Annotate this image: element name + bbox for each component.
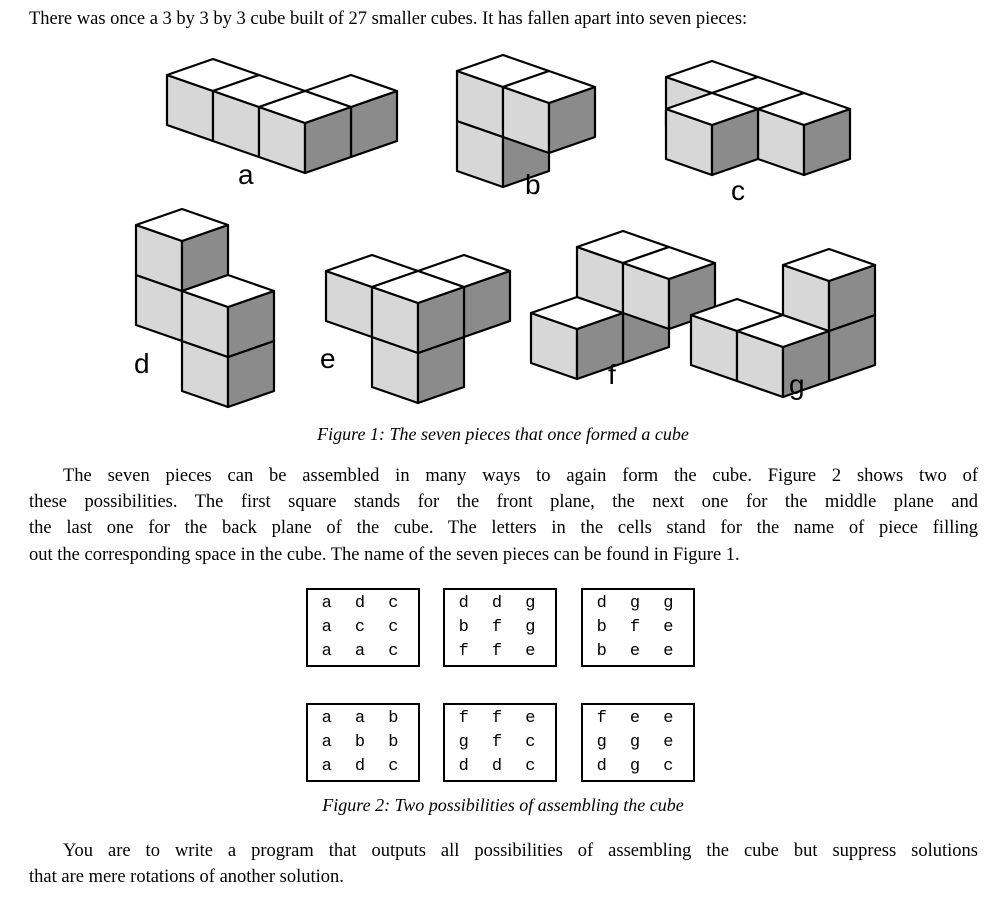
grid-cell: a: [321, 757, 332, 777]
grid-cell: c: [663, 757, 674, 777]
solution-grid-4: [306, 703, 420, 782]
solution-grid-5: [443, 703, 557, 782]
grid-cell: f: [491, 732, 503, 752]
grid-cell: d: [596, 593, 607, 613]
grid-cell: a: [354, 642, 366, 662]
grid-cell: a: [354, 708, 366, 728]
grid-cell: e: [663, 732, 674, 752]
solution-grid-1: [306, 588, 420, 667]
grid-cell: g: [629, 757, 641, 777]
description-paragraph: [29, 463, 978, 568]
piece-d-label: d: [134, 348, 150, 379]
grid-cell: e: [525, 708, 536, 728]
grid-cell: a: [321, 708, 332, 728]
intro-paragraph: [29, 6, 978, 32]
solution-grid-6: [581, 703, 695, 782]
grid-cell: f: [596, 708, 607, 728]
grid-cell: g: [629, 593, 641, 613]
solution-grid-2: [443, 588, 557, 667]
grid-cell: c: [388, 757, 399, 777]
solution-grid-3: [581, 588, 695, 667]
grid-cell: e: [663, 708, 674, 728]
grid-cell: b: [458, 617, 469, 637]
piece-a-drawing: [164, 56, 400, 176]
text-line: out the corresponding space in the cube. The name of the seven pieces can be found in Figure 1.: [29, 544, 740, 565]
grid-cell: e: [663, 617, 674, 637]
text-line: You are to write a program that outputs all possibilities of assembling the cube but suppress solutions: [63, 841, 978, 861]
grid-cell: e: [525, 642, 536, 662]
piece-b-label: b: [525, 169, 541, 200]
grid-cell: g: [596, 732, 607, 752]
grid-cell: c: [388, 642, 399, 662]
grid-cell: d: [491, 593, 503, 613]
piece-c-drawing: [663, 58, 853, 178]
grid-cell: e: [629, 642, 641, 662]
grid-cell: a: [321, 732, 332, 752]
text-line: that are mere rotations of another solution.: [29, 867, 344, 888]
grid-cell: g: [525, 617, 536, 637]
grid-cell: c: [525, 732, 536, 752]
grid-cell: f: [491, 642, 503, 662]
text-line: There was once a 3 by 3 by 3 cube built of 27 smaller cubes. It has fallen apart into seven pieces:: [29, 9, 748, 29]
text-line: the last one for the back plane of the cube. The letters in the cells stand for the name of piece filling: [29, 518, 978, 539]
grid-cell: f: [458, 708, 469, 728]
piece-f-label: f: [608, 359, 616, 390]
grid-cell: d: [458, 757, 469, 777]
grid-cell: b: [354, 732, 366, 752]
grid-cell: d: [596, 757, 607, 777]
grid-cell: d: [354, 757, 366, 777]
grid-cell: b: [596, 642, 607, 662]
piece-a-label: a: [238, 159, 254, 190]
piece-d-drawing: [133, 206, 277, 410]
grid-cell: e: [663, 642, 674, 662]
grid-cell: d: [354, 593, 366, 613]
grid-cell: c: [388, 617, 399, 637]
grid-cell: g: [525, 593, 536, 613]
piece-c-label: c: [731, 175, 745, 206]
grid-cell: a: [321, 593, 332, 613]
grid-cell: f: [629, 617, 641, 637]
grid-cell: c: [388, 593, 399, 613]
grid-cell: g: [663, 593, 674, 613]
piece-g-label: g: [789, 369, 805, 400]
grid-cell: b: [388, 732, 399, 752]
piece-e-label: e: [320, 343, 336, 374]
grid-cell: a: [321, 642, 332, 662]
text-line: these possibilities. The first square stands for the front plane, the next one for the middle plane and: [29, 492, 978, 513]
grid-cell: g: [629, 732, 641, 752]
grid-cell: e: [629, 708, 641, 728]
grid-cell: d: [458, 593, 469, 613]
figure2-caption: Figure 2: Two possibilities of assembling the cube: [322, 795, 684, 815]
closing-paragraph: [29, 838, 978, 890]
grid-cell: d: [491, 757, 503, 777]
piece-e-drawing: [323, 252, 513, 406]
grid-cell: b: [388, 708, 399, 728]
piece-g-drawing: [688, 246, 878, 400]
grid-cell: f: [458, 642, 469, 662]
grid-cell: c: [525, 757, 536, 777]
grid-cell: a: [321, 617, 332, 637]
grid-cell: f: [491, 617, 503, 637]
grid-cell: b: [596, 617, 607, 637]
grid-cell: f: [491, 708, 503, 728]
grid-cell: c: [354, 617, 366, 637]
text-line: The seven pieces can be assembled in many ways to again form the cube. Figure 2 shows two of: [63, 466, 978, 486]
grid-cell: g: [458, 732, 469, 752]
figure1-caption: Figure 1: The seven pieces that once formed a cube: [317, 424, 689, 444]
